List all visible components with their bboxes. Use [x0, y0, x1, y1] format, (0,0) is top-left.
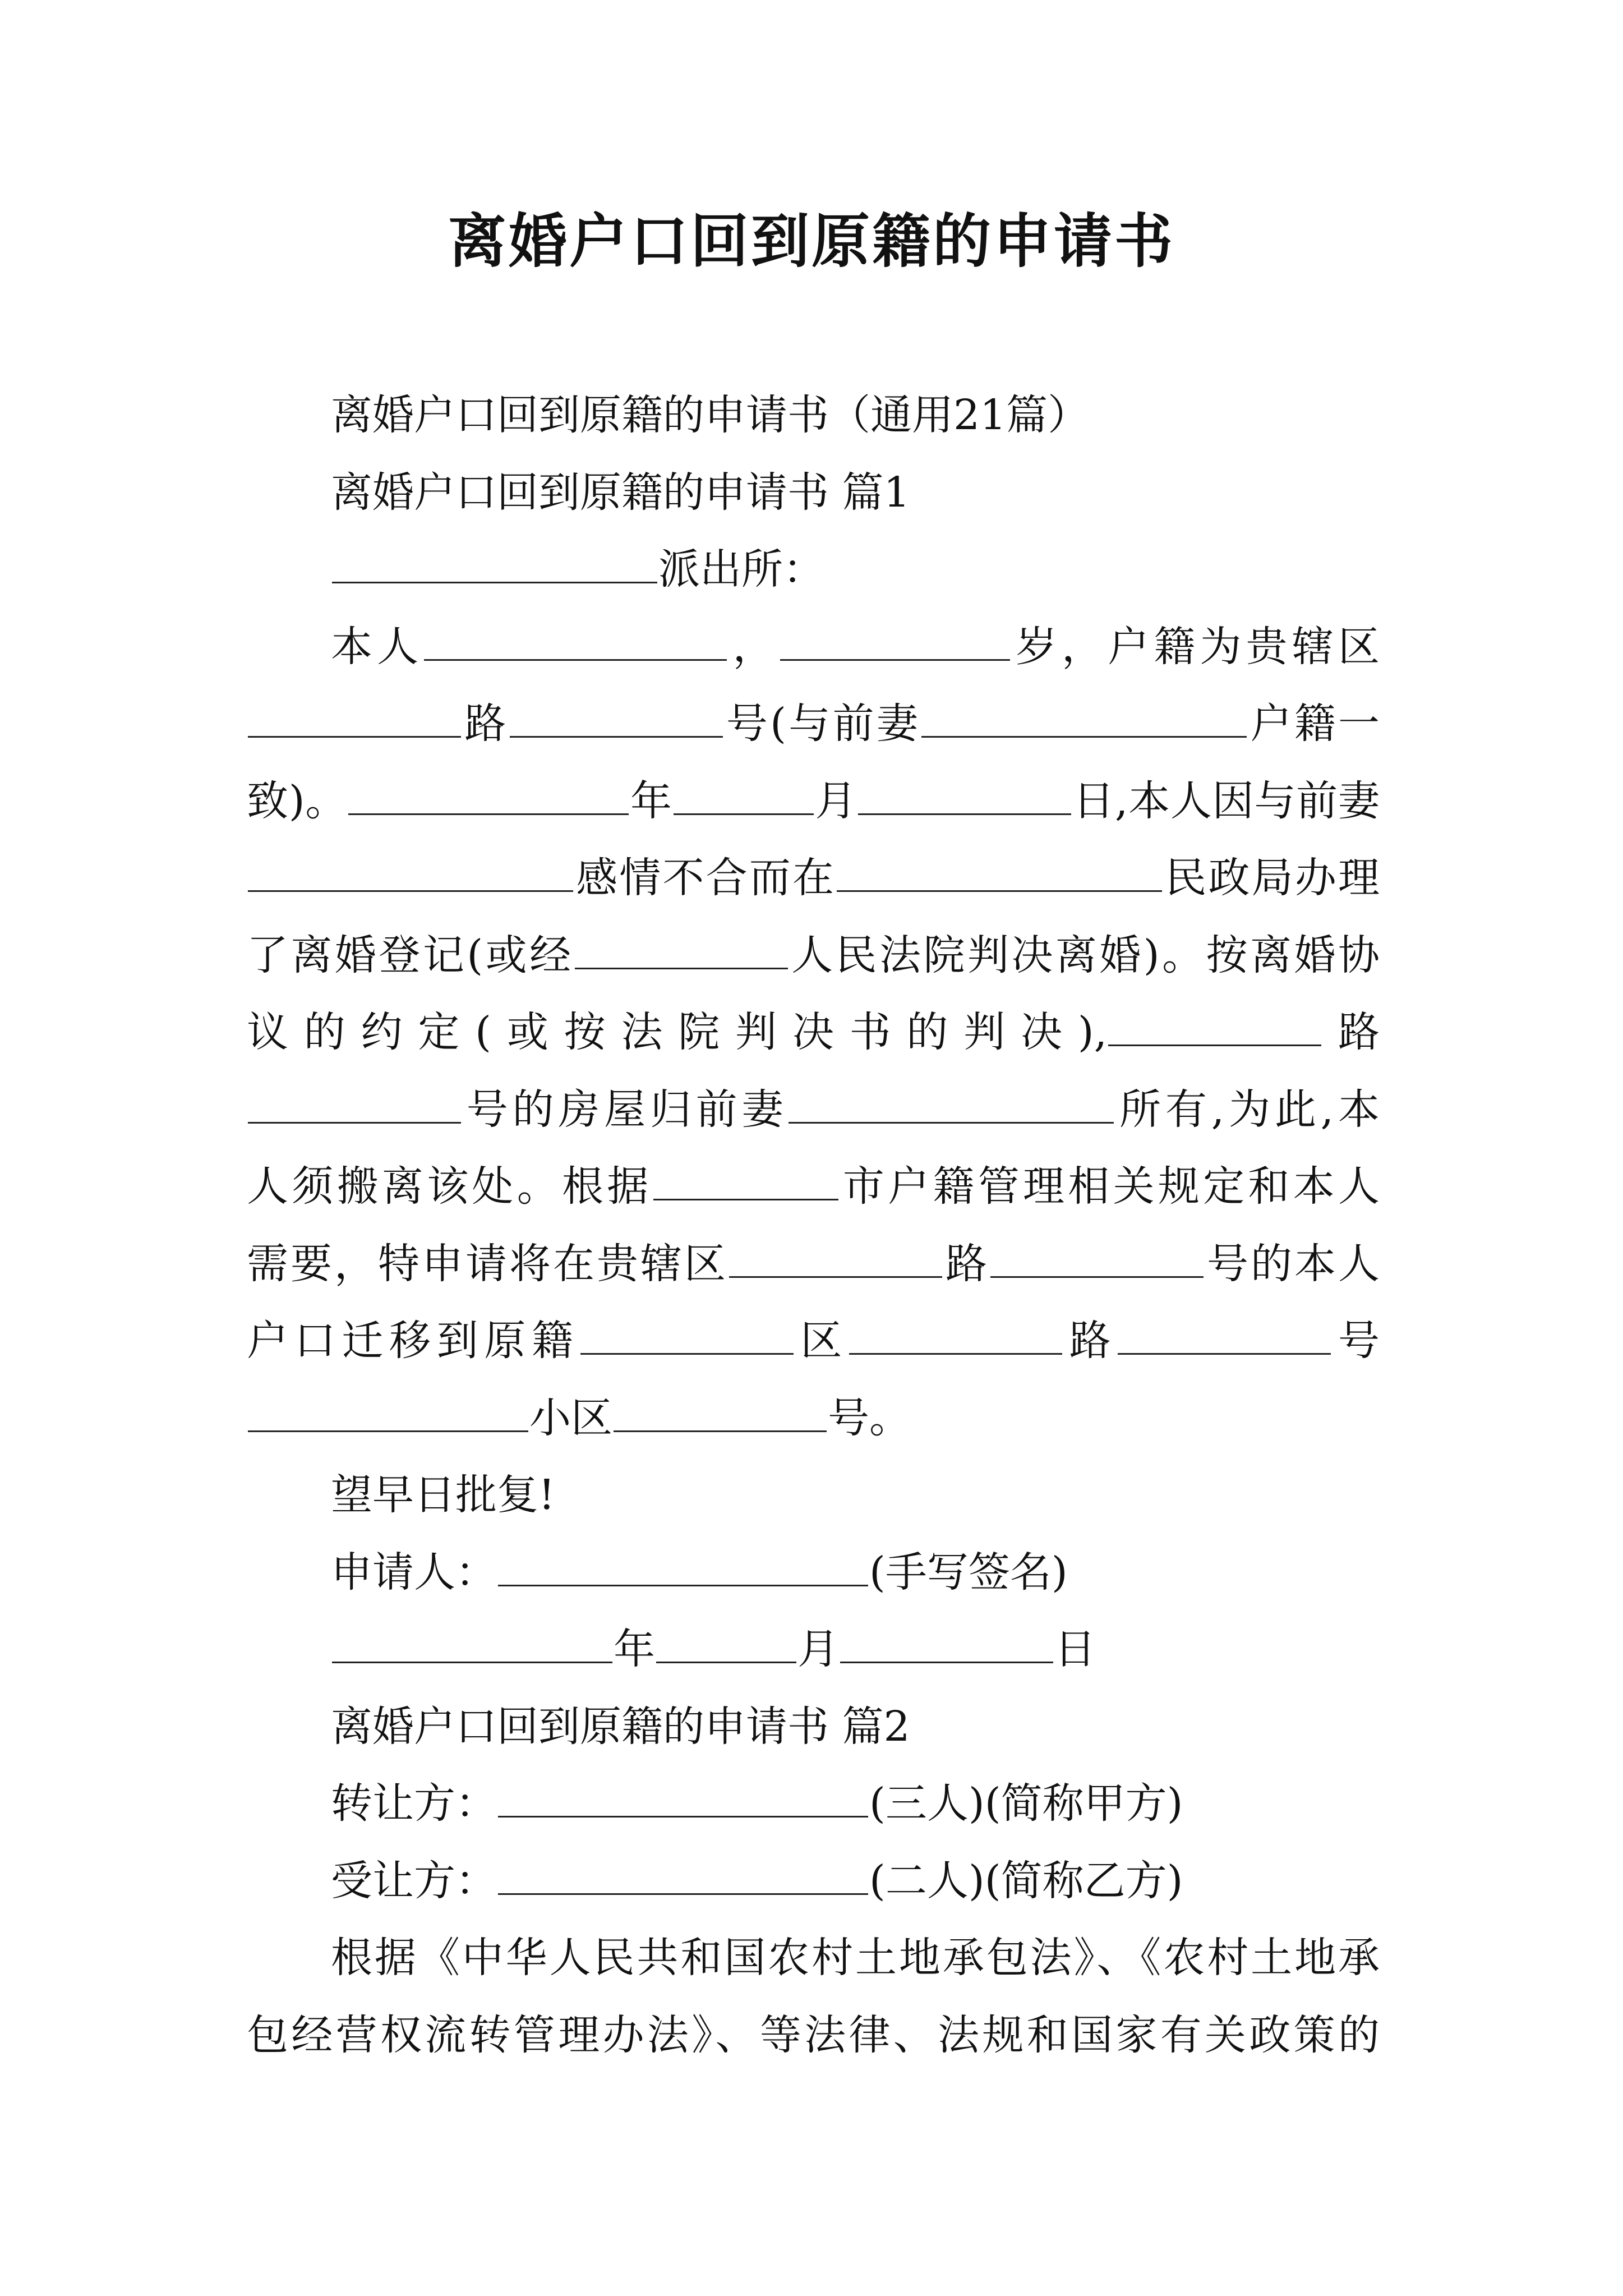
- text-fragment: 议的约定(或按法院判决书的判决),: [247, 1008, 1108, 1056]
- text-fragment: 号: [1332, 1317, 1380, 1365]
- document-body: [247, 377, 1380, 2074]
- text-fragment: 年: [614, 1625, 655, 1673]
- blank-field: [248, 692, 461, 738]
- text-fragment: 区: [794, 1317, 849, 1365]
- text-fragment: 需要，特申请将在贵辖区: [247, 1239, 728, 1288]
- paragraph-line: [247, 685, 1380, 763]
- date-line: [247, 1611, 1380, 1688]
- paragraph-line: [247, 1148, 1380, 1226]
- blank-field: [921, 692, 1247, 738]
- blank-field: [332, 538, 657, 583]
- text-fragment: 路: [1322, 1008, 1380, 1056]
- transferee-label: 受让方：: [331, 1856, 497, 1905]
- blank-field: [580, 1309, 794, 1355]
- text-fragment: 日: [1054, 1625, 1096, 1673]
- text-fragment: 号的本人: [1205, 1239, 1380, 1288]
- article-heading: 离婚户口回到原籍的申请书 篇2: [331, 1702, 910, 1751]
- text-fragment: 了离婚登记(或经: [247, 931, 574, 979]
- text-fragment: ，: [728, 622, 779, 671]
- blank-field: [729, 1232, 942, 1278]
- blank-field: [248, 846, 573, 892]
- applicant-label: 申请人：: [331, 1548, 497, 1596]
- text-fragment: 本人: [331, 622, 423, 671]
- paragraph-line: [247, 763, 1380, 840]
- transferor-label: 转让方：: [331, 1779, 497, 1828]
- transferor-line: [247, 1765, 1380, 1843]
- text-fragment: 路: [462, 700, 509, 748]
- text-fragment: 小区: [529, 1393, 612, 1442]
- blank-field: [674, 770, 814, 815]
- text-fragment: 路: [943, 1239, 989, 1288]
- paragraph-line: [247, 609, 1380, 686]
- text-fragment: 致)。: [247, 776, 348, 825]
- paragraph-line: [247, 994, 1380, 1071]
- text-fragment: 户籍一: [1248, 700, 1380, 748]
- closing-line: 望早日批复!: [331, 1471, 555, 1519]
- blank-field: [858, 770, 1071, 815]
- blank-field: [1118, 1309, 1331, 1355]
- article-heading: 离婚户口回到原籍的申请书 篇1: [331, 468, 910, 517]
- paragraph-line: 根据《中华人民共和国农村土地承包法》、《农村土地承: [331, 1934, 1380, 1982]
- text-fragment: 所有,为此,本: [1115, 1085, 1380, 1134]
- blank-field: [332, 1618, 612, 1663]
- text-fragment: 感情不合而在: [574, 854, 836, 902]
- paragraph-line: [247, 840, 1380, 917]
- signature-blank: [498, 1541, 868, 1586]
- blank-field: [990, 1232, 1204, 1278]
- blank-field: [498, 1849, 868, 1895]
- blank-field: [510, 692, 723, 738]
- blank-field: [656, 1618, 796, 1663]
- blank-field: [789, 1078, 1114, 1124]
- paragraph-line: 包经营权流转管理办法》、等法律、法规和国家有关政策的: [247, 2010, 1380, 2059]
- blank-field: [498, 1772, 868, 1818]
- text-fragment: 年: [630, 776, 672, 825]
- text-fragment: 市户籍管理相关规定和本人: [839, 1162, 1380, 1211]
- paragraph-line: [247, 1226, 1380, 1303]
- blank-field: [424, 615, 727, 661]
- addressee-line: [247, 531, 1380, 609]
- text-fragment: 人须搬离该处。根据: [247, 1162, 652, 1211]
- text-fragment: 人民法院判决离婚)。按离婚协: [789, 931, 1380, 979]
- transferor-note: (三人)(简称甲方): [869, 1779, 1183, 1828]
- text-fragment: 号的房屋归前妻: [462, 1085, 788, 1134]
- blank-field: [575, 924, 788, 969]
- blank-field: [614, 1387, 827, 1432]
- text-fragment: 日,本人因与前妻: [1072, 776, 1380, 825]
- text-fragment: 民政局办理: [1163, 854, 1380, 902]
- blank-field: [653, 1155, 838, 1200]
- paragraph-line: [247, 1303, 1380, 1380]
- text-fragment: 派出所：: [658, 545, 824, 593]
- text-fragment: 路: [1063, 1317, 1117, 1365]
- document-title: 离婚户口回到原籍的申请书: [448, 206, 1175, 275]
- document-subtitle: 离婚户口回到原籍的申请书（通用21篇）: [331, 391, 1090, 439]
- blank-field: [248, 1387, 528, 1432]
- transferee-note: (二人)(简称乙方): [869, 1856, 1183, 1905]
- paragraph-line: [247, 1380, 1380, 1457]
- text-fragment: 号(与前妻: [723, 700, 921, 748]
- text-fragment: 月: [814, 776, 857, 825]
- blank-field: [837, 846, 1162, 892]
- blank-field: [248, 1078, 461, 1124]
- paragraph-line: [247, 917, 1380, 995]
- blank-field: [348, 770, 629, 815]
- blank-field: [1108, 1001, 1321, 1046]
- text-fragment: 户口迁移到原籍: [247, 1317, 579, 1365]
- applicant-line: [247, 1534, 1380, 1612]
- blank-field: [849, 1309, 1062, 1355]
- transferee-line: [247, 1843, 1380, 1920]
- text-fragment: 月: [797, 1625, 839, 1673]
- blank-field: [840, 1618, 1053, 1663]
- blank-field: [780, 615, 1010, 661]
- signature-note: (手写签名): [869, 1548, 1068, 1596]
- paragraph-line: [247, 1071, 1380, 1149]
- text-fragment: 岁，户籍为贵辖区: [1011, 622, 1380, 671]
- text-fragment: 号。: [828, 1393, 911, 1442]
